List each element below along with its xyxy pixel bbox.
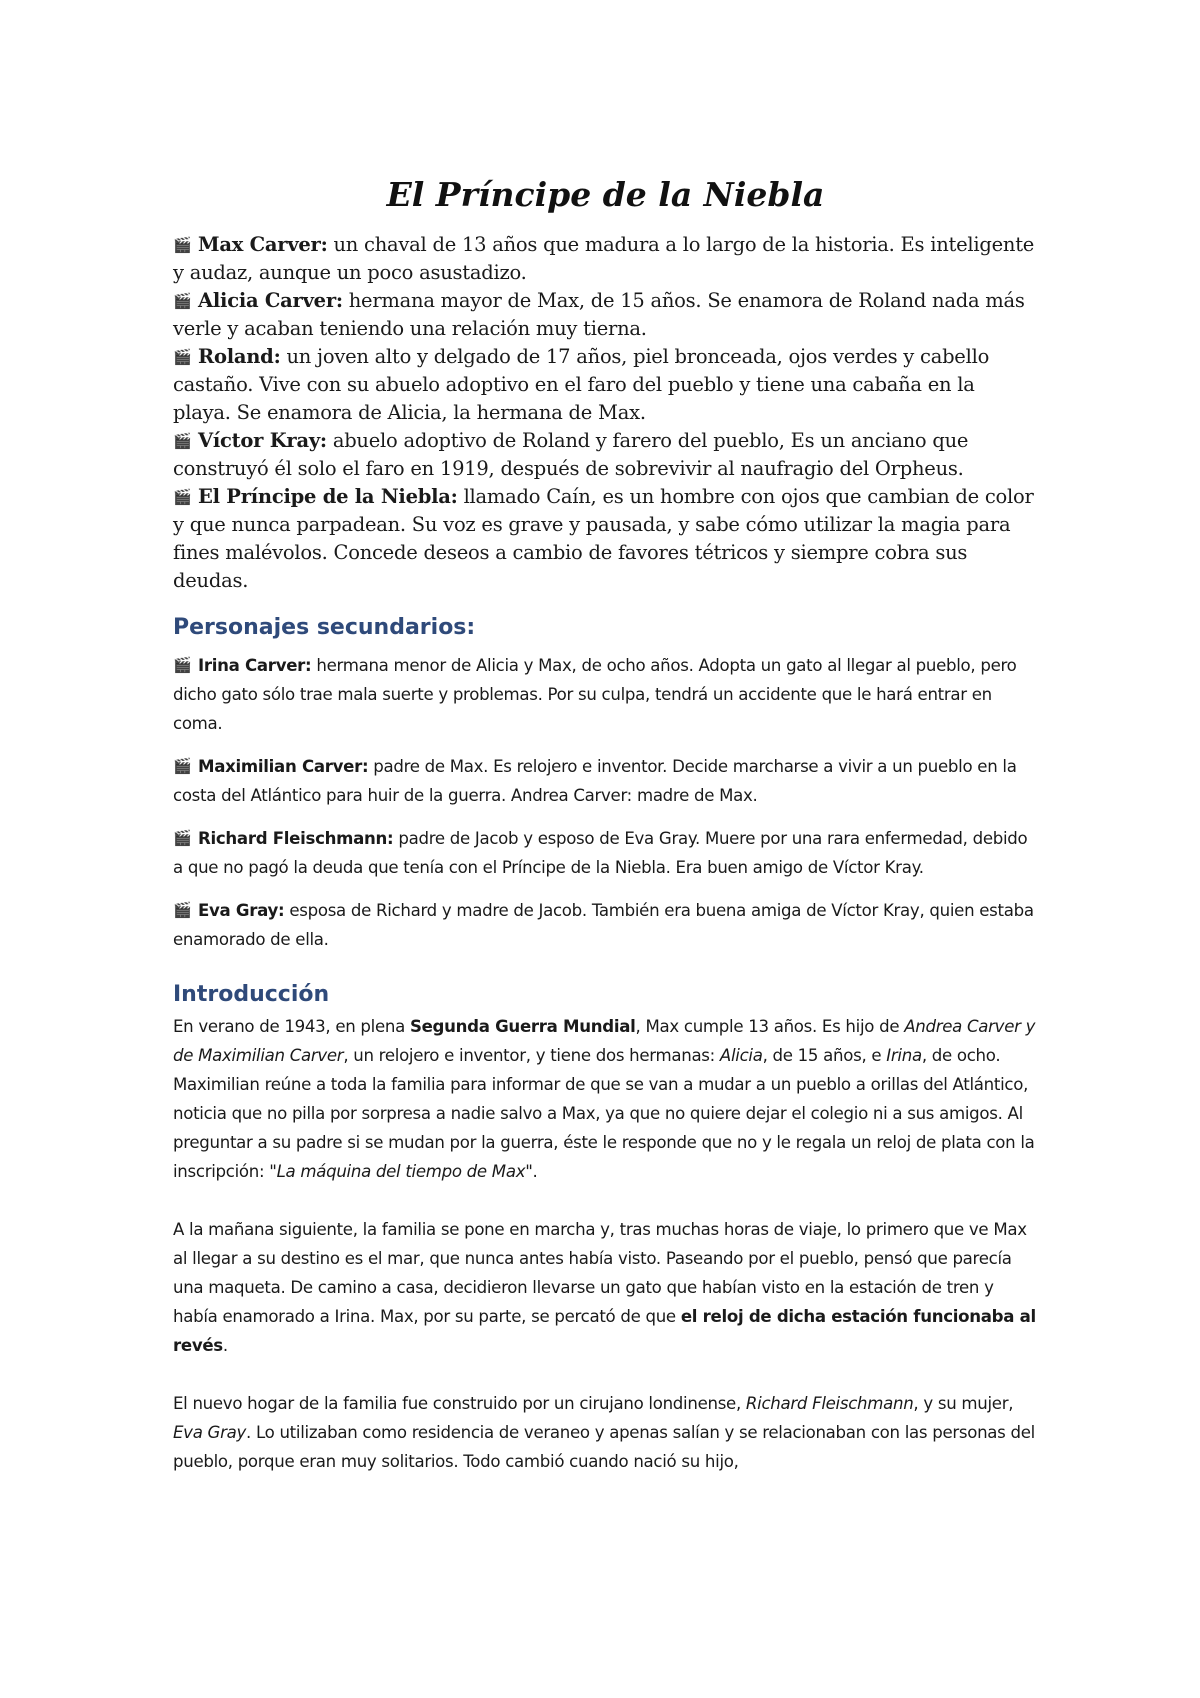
character-description: un joven alto y delgado de 17 años, piel bronceada, ojos verdes y cabello castaño. Vive con su abuelo adoptivo en el faro del pueblo y tiene una cabaña en la playa. Se enamora de Alicia, la hermana de Max. <box>173 345 990 424</box>
character-description: hermana mayor de Max, de 15 años. Se enamora de Roland nada más verle y acaban teniendo una relación muy tierna. <box>173 289 1025 340</box>
secondary-characters-heading: Personajes secundarios: <box>173 615 476 640</box>
character-entry-victor <box>173 427 1038 483</box>
introduction-heading: Introducción <box>173 982 330 1007</box>
intro-paragraph-2 <box>173 1215 1038 1360</box>
character-description: un chaval de 13 años que madura a lo largo de la historia. Es inteligente y audaz, aunque un poco asustadizo. <box>173 233 1035 284</box>
character-entry-maximilian <box>173 752 1038 810</box>
text-run-italic: Andrea Carver y de Maximilian Carver <box>173 1017 1036 1065</box>
character-name: Maximilian Carver: <box>198 757 369 776</box>
clapperboard-icon: 🎬 <box>173 656 192 674</box>
character-entry-roland <box>173 343 1038 427</box>
character-description: hermana menor de Alicia y Max, de ocho años. Adopta un gato al llegar al pueblo, pero dicho gato sólo trae mala suerte y problemas. Por su culpa, tendrá un accidente que le hará entrar en coma. <box>173 656 1017 733</box>
text-run: . <box>532 1162 538 1181</box>
clapperboard-icon: 🎬 <box>173 236 192 254</box>
clapperboard-icon: 🎬 <box>173 348 192 366</box>
character-name: Irina Carver: <box>198 656 312 675</box>
character-description: esposa de Richard y madre de Jacob. También era buena amiga de Víctor Kray, quien estaba enamorado de ella. <box>173 901 1034 949</box>
text-run: , de 15 años, e <box>762 1046 887 1065</box>
character-description: abuelo adoptivo de Roland y farero del pueblo, Es un anciano que construyó él solo el faro en 1919, después de sobrevivir al naufragio del Orpheus. <box>173 429 969 480</box>
intro-paragraph-3 <box>173 1389 1038 1476</box>
character-description: padre de Max. Es relojero e inventor. Decide marcharse a vivir a un pueblo en la costa del Atlántico para huir de la guerra. Andrea Carver: madre de Max. <box>173 757 1017 805</box>
character-name: Richard Fleischmann: <box>198 829 394 848</box>
main-characters-list <box>173 231 1038 595</box>
text-run: . <box>222 1336 228 1355</box>
character-entry-principe <box>173 483 1038 595</box>
text-run-bold: Segunda Guerra Mundial <box>409 1017 636 1036</box>
text-run-italic: "La máquina del tiempo de Max" <box>269 1162 533 1181</box>
clapperboard-icon: 🎬 <box>173 901 192 919</box>
character-name: Max Carver: <box>198 233 328 256</box>
character-name: Roland: <box>198 345 281 368</box>
text-run: . Lo utilizaban como residencia de veraneo y apenas salían y se relacionaban con las personas del pueblo, porque eran muy solitarios. Todo cambió cuando nació su hijo, <box>173 1423 1035 1471</box>
character-entry-eva <box>173 896 1038 954</box>
text-run-italic: Alicia <box>719 1046 763 1065</box>
text-run: , y su mujer, <box>913 1394 1014 1413</box>
intro-paragraph-1 <box>173 1012 1038 1186</box>
text-run: , Max cumple 13 años. Es hijo de <box>635 1017 905 1036</box>
clapperboard-icon: 🎬 <box>173 292 192 310</box>
character-entry-irina <box>173 651 1038 738</box>
text-run: , un relojero e inventor, y tiene dos hermanas: <box>343 1046 720 1065</box>
character-entry-alicia <box>173 287 1038 343</box>
character-description: padre de Jacob y esposo de Eva Gray. Muere por una rara enfermedad, debido a que no pagó la deuda que tenía con el Príncipe de la Niebla. Era buen amigo de Víctor Kray. <box>173 829 1028 877</box>
text-run: , de ocho. Maximilian reúne a toda la familia para informar de que se van a mudar a un pueblo a orillas del Atlántico, noticia que no pilla por sorpresa a nadie salvo a Max, ya que no quiere dejar el colegio ni a sus amigos. Al preguntar a su padre si se mudan por la guerra, éste le responde que no y le regala un reloj de plata con la inscripción: <box>173 1046 1035 1181</box>
clapperboard-icon: 🎬 <box>173 432 192 450</box>
character-entry-richard <box>173 824 1038 882</box>
character-name: Víctor Kray: <box>198 429 327 452</box>
clapperboard-icon: 🎬 <box>173 757 192 775</box>
clapperboard-icon: 🎬 <box>173 829 192 847</box>
character-name: El Príncipe de la Niebla: <box>198 485 458 508</box>
text-run-italic: Richard Fleischmann <box>745 1394 914 1413</box>
text-run: En verano de 1943, en plena <box>173 1017 410 1036</box>
character-name: Alicia Carver: <box>198 289 343 312</box>
text-run-italic: Eva Gray <box>173 1423 247 1442</box>
document-content <box>173 175 1038 1505</box>
document-title: El Príncipe de la Niebla <box>386 175 825 214</box>
clapperboard-icon: 🎬 <box>173 488 192 506</box>
character-name: Eva Gray: <box>198 901 285 920</box>
introduction-body <box>173 1012 1038 1476</box>
character-description: llamado Caín, es un hombre con ojos que cambian de color y que nunca parpadean. Su voz es grave y pausada, y sabe cómo utilizar la magia para fines malévolos. Concede deseos a cambio de favores tétricos y siempre cobra sus deudas. <box>173 485 1034 592</box>
secondary-characters-list <box>173 651 1038 954</box>
text-run: El nuevo hogar de la familia fue construido por un cirujano londinense, <box>173 1394 746 1413</box>
character-entry-max <box>173 231 1038 287</box>
text-run-italic: Irina <box>886 1046 922 1065</box>
text-run-bold: el reloj de dicha estación funcionaba al revés <box>173 1307 1036 1355</box>
text-run: A la mañana siguiente, la familia se pone en marcha y, tras muchas horas de viaje, lo primero que ve Max al llegar a su destino es el mar, que nunca antes había visto. Paseando por el pueblo, pensó que parecía una maqueta. De camino a casa, decidieron llevarse un gato que habían visto en la estación de tren y había enamorado a Irina. Max, por su parte, se percató de que <box>173 1220 1027 1326</box>
